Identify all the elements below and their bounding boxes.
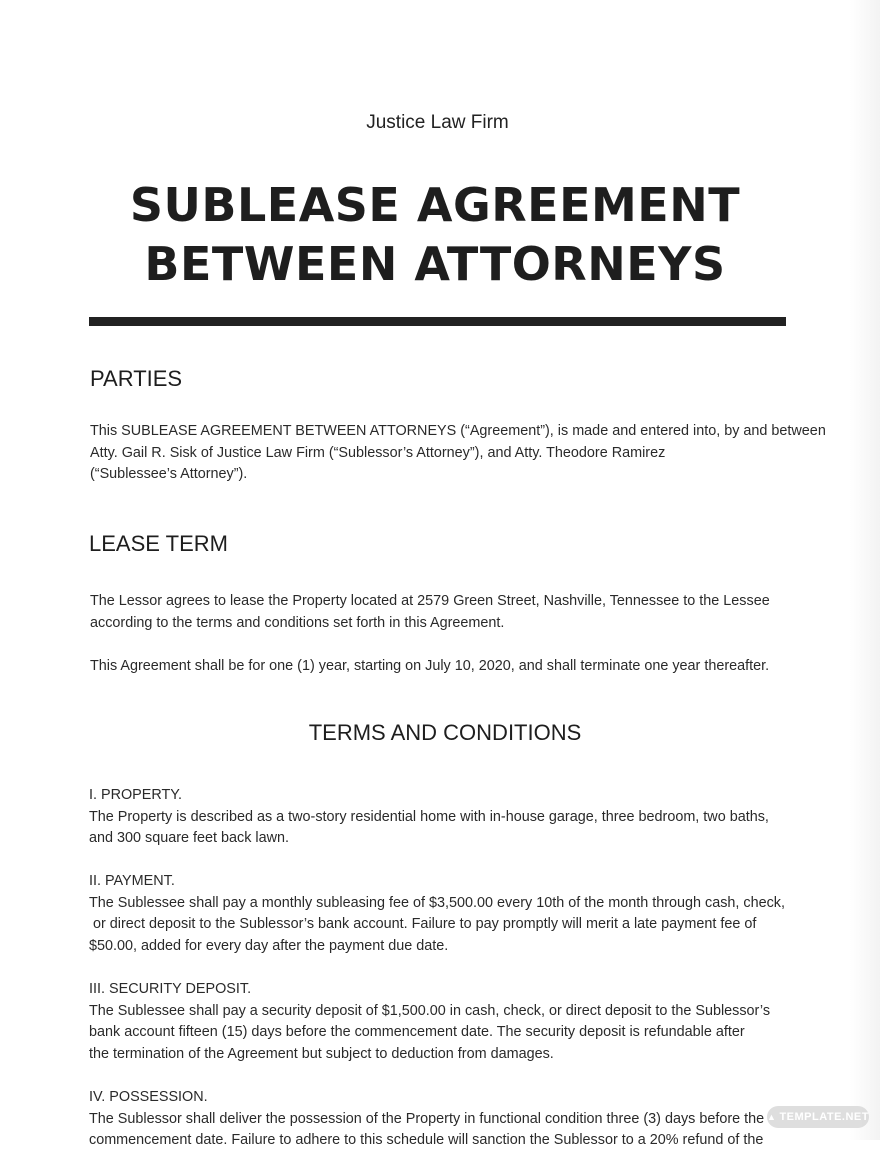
clause-line: the termination of the Agreement but subject to deduction from damages. <box>89 1045 554 1062</box>
clause-line: bank account fifteen (15) days before the commencement date. The security deposit is refundable after <box>89 1024 745 1041</box>
clause-line: commencement date. Failure to adhere to this schedule will sanction the Sublessor to a 20% refund of the <box>89 1132 764 1149</box>
firm-name: Justice Law Firm <box>366 112 509 133</box>
page-edge-shadow <box>850 0 880 1140</box>
document-title <box>0 176 870 294</box>
parties-paragraph <box>90 421 826 486</box>
paragraph-line: This Agreement shall be for one (1) year, starting on July 10, 2020, and shall terminate one year thereafter. <box>90 658 770 674</box>
paragraph-line: (“Sublessee’s Attorney”). <box>90 466 248 483</box>
clause-line: and 300 square feet back lawn. <box>89 830 290 847</box>
clause-line: The Sublessee shall pay a monthly subleasing fee of $3,500.00 every 10th of the month through cash, check, <box>89 894 785 911</box>
clause-title: IV. POSSESSION. <box>89 1089 208 1105</box>
template-watermark[interactable] <box>767 1106 869 1128</box>
lease-term-paragraph-2 <box>90 656 769 678</box>
template-logo-icon: ▲ <box>767 1112 777 1122</box>
clause-security-deposit <box>89 979 770 1065</box>
clause-title: II. PAYMENT. <box>89 873 175 889</box>
paragraph-line: according to the terms and conditions set forth in this Agreement. <box>90 614 505 631</box>
title-line-2: BETWEEN ATTORNEYS <box>144 237 726 291</box>
title-line-1: SUBLEASE AGREEMENT <box>129 178 741 232</box>
paragraph-line: Atty. Gail R. Sisk of Justice Law Firm (“Sublessor’s Attorney”), and Atty. Theodore Ramirez <box>90 444 666 461</box>
paragraph-line: This SUBLEASE AGREEMENT BETWEEN ATTORNEYS (“Agreement”), is made and entered into, by and between <box>90 423 826 439</box>
clause-line: The Property is described as a two-story residential home with in-house garage, three bedroom, two baths, <box>89 808 769 825</box>
clause-line: or direct deposit to the Sublessor’s bank account. Failure to pay promptly will merit a late payment fee of <box>89 916 757 933</box>
watermark-label: TEMPLATE.NET <box>779 1111 869 1123</box>
clause-title: III. SECURITY DEPOSIT. <box>89 981 252 997</box>
lease-term-heading: LEASE TERM <box>89 531 228 556</box>
clause-line: The Sublessor shall deliver the possession of the Property in functional condition three (3) days before the <box>89 1110 765 1127</box>
clause-possession <box>89 1087 764 1152</box>
paragraph-line: The Lessor agrees to lease the Property located at 2579 Green Street, Nashville, Tennessee to the Lessee <box>90 593 770 609</box>
title-divider <box>89 317 786 326</box>
clause-title: I. PROPERTY. <box>89 787 183 803</box>
lease-term-paragraph-1 <box>90 591 770 634</box>
clause-payment <box>89 871 785 957</box>
clause-line: The Sublessee shall pay a security deposit of $1,500.00 in cash, check, or direct deposit to the Sublessor’s <box>89 1002 771 1019</box>
parties-heading: PARTIES <box>90 366 183 391</box>
clause-property <box>89 785 769 850</box>
terms-heading: TERMS AND CONDITIONS <box>308 720 582 745</box>
clause-line: $50.00, added for every day after the payment due date. <box>89 937 449 954</box>
